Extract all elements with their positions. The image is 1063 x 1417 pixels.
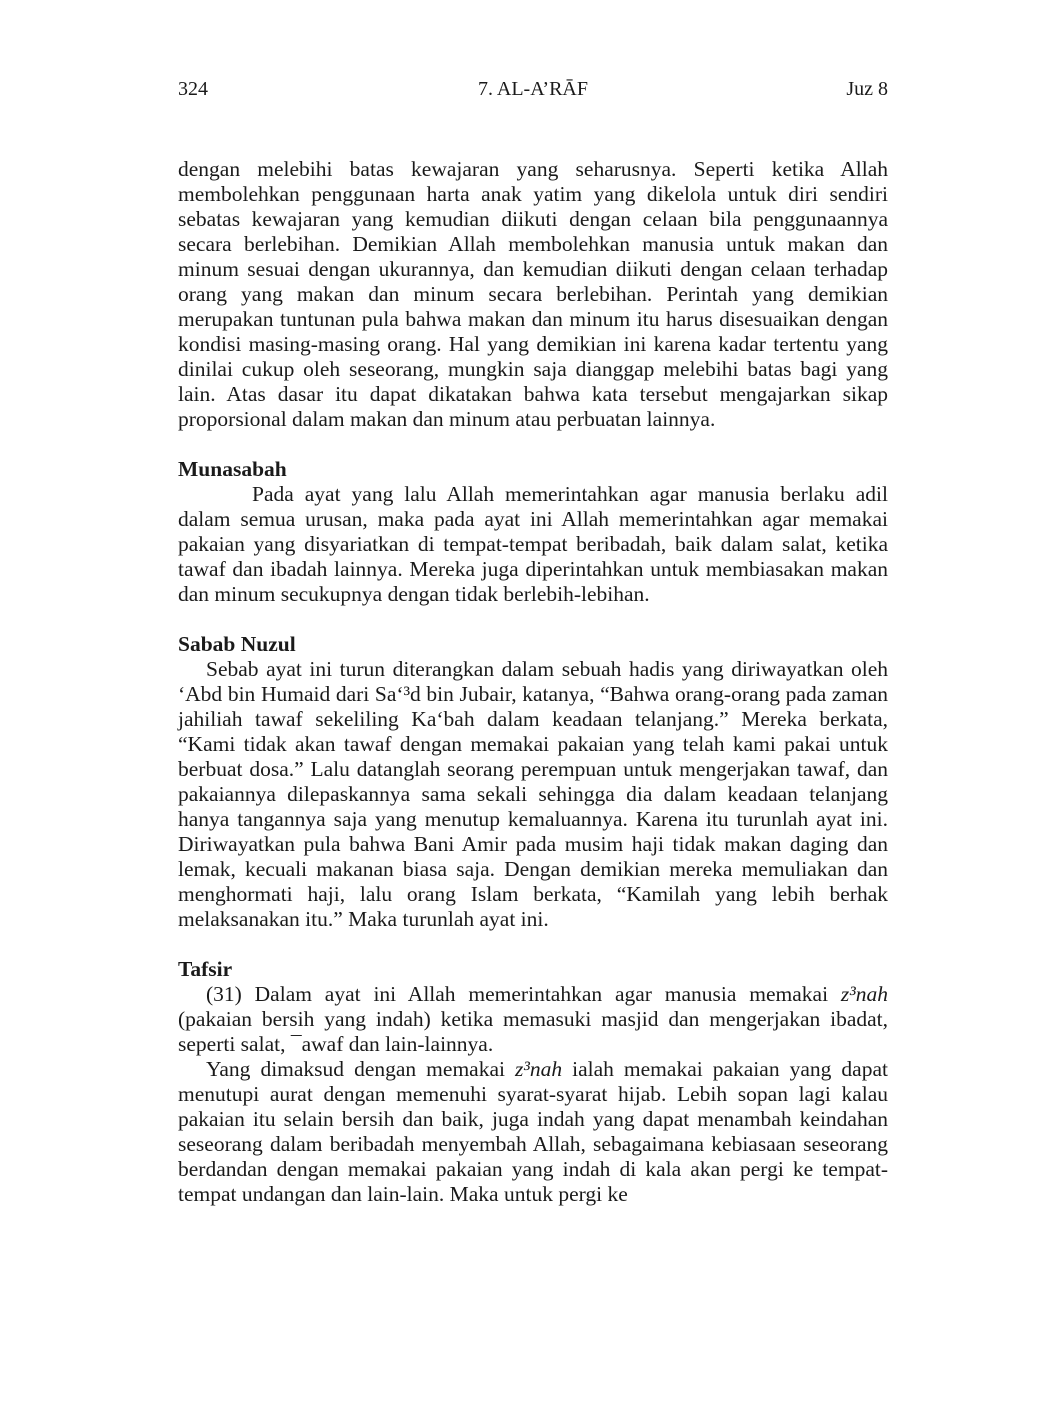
sabab-nuzul-heading: Sabab Nuzul (178, 632, 296, 656)
zinah-term: z³nah (840, 982, 888, 1006)
chapter-title: 7. AL-A’RĀF (477, 78, 588, 100)
sabab-nuzul-paragraph: Sebab ayat ini turun diterangkan dalam sebuah hadis yang diriwayatkan oleh ‘Abd bin Humaid dari Sa‘³d bin Jubair, katanya, “Bahwa orang-orang pada zaman jahiliah tawaf sekeliling Ka‘bah dalam keadaan telanjang.” Mereka berkata, “Kami tidak akan tawaf dengan memakai pakaian yang telah kami pakai untuk berbuat dosa.” Lalu datanglah seorang perempuan untuk mengerjakan tawaf, dan pakaiannya dilepaskannya sama sekali sehingga dia dalam keadaan telanjang hanya tangannya saja yang menutup kemaluannya. Karena itu turunlah ayat ini. Diriwayatkan pula bahwa Bani Amir pada musim haji tidak makan daging dan lemak, kecuali makanan biasa saja. Dengan demikian mereka memuliakan dan menghormati haji, lalu orang Islam berkata, “Kamilah yang lebih berhak melaksanakan itu.” Maka turunlah ayat ini. (178, 657, 888, 931)
page-body (178, 157, 888, 1207)
juz-label: Juz 8 (846, 78, 888, 100)
tafsir-heading: Tafsir (178, 957, 233, 981)
intro-paragraph: dengan melebihi batas kewajaran yang seharusnya. Seperti ketika Allah membolehkan penggunaan harta anak yatim yang dikelola untuk diri sendiri sebatas kewajaran yang kemudian diikuti dengan celaan bila penggunaannya secara berlebihan. Demikian Allah membolehkan manusia untuk makan dan minum sesuai dengan ukurannya, dan kemudian diikuti dengan celaan terhadap orang yang makan dan minum secara berlebihan. Perintah yang demikian merupakan tuntunan pula bahwa makan dan minum itu harus disesuaikan dengan kondisi masing-masing orang. Hal yang demikian ini karena kadar tertentu yang dinilai cukup oleh seseorang, mungkin saja dianggap melebihi batas bagi yang lain. Atas dasar itu dapat dikatakan bahwa kata tersebut mengajarkan sikap proporsional dalam makan dan minum atau perbuatan lainnya. (178, 157, 888, 431)
tafsir-paragraph-2: Yang dimaksud dengan memakai z³nah ialah memakai pakaian yang dapat menutupi aurat dengan memenuhi syarat-syarat hijab. Lebih sopan lagi kalau pakaian itu selain bersih dan baik, juga indah yang dapat menambah keindahan seseorang dalam beribadah menyembah Allah, sebagaimana kebiasaan seseorang berdandan dengan memakai pakaian yang indah di kala akan pergi ke tempat-tempat undangan dan lain-lain. Maka untuk pergi ke (178, 1057, 888, 1206)
running-header (178, 76, 888, 102)
munasabah-heading: Munasabah (178, 457, 287, 481)
page-number: 324 (178, 78, 208, 100)
zinah-term: z³nah (515, 1057, 563, 1081)
tafsir-paragraph-1: (31) Dalam ayat ini Allah memerintahkan agar manusia memakai z³nah (pakaian bersih yang indah) ketika memasuki masjid dan mengerjakan ibadat, seperti salat, ¯awaf dan lain-lainnya. (178, 982, 888, 1056)
munasabah-paragraph: Pada ayat yang lalu Allah memerintahkan agar manusia berlaku adil dalam semua urusan, maka pada ayat ini Allah memerintahkan agar memakai pakaian yang disyariatkan di tempat-tempat beribadah, baik dalam salat, ketika tawaf dan ibadah lainnya. Mereka juga diperintahkan untuk membiasakan makan dan minum secukupnya dengan tidak berlebih-lebihan. (178, 482, 888, 606)
